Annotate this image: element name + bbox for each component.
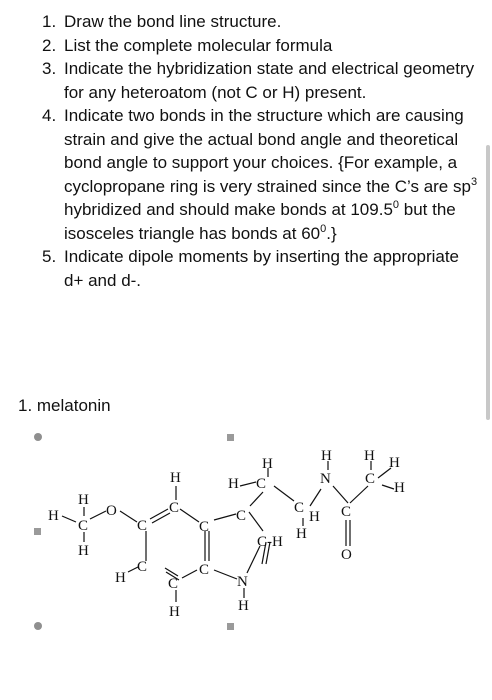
atom-label-c: C	[294, 500, 305, 516]
atom-label-c: C	[199, 562, 210, 578]
atom-label-h: H	[394, 480, 405, 496]
atom-label-h: H	[48, 508, 59, 524]
instruction-list	[0, 10, 480, 292]
atom-label-c: C	[365, 471, 376, 487]
instruction-item-5	[0, 245, 480, 292]
atom-label-h: H	[296, 526, 307, 542]
instruction-text: but the isosceles triangle has bonds at 60	[64, 200, 456, 243]
atom-label-c: C	[169, 500, 180, 516]
atom-label-c: C	[199, 519, 210, 535]
atom-label-h: H	[389, 455, 400, 471]
resize-handle-middle-left[interactable]	[34, 528, 41, 535]
atom-label-n: N	[237, 574, 248, 590]
instruction-item-1	[0, 10, 480, 34]
instruction-text: List the complete molecular formula	[64, 35, 333, 55]
atom-label-h: H	[228, 476, 239, 492]
atom-label-c: C	[236, 508, 247, 524]
atom-label-h: H	[321, 448, 332, 464]
instruction-item-4	[0, 104, 480, 245]
instruction-text: Indicate two bonds in the structure which are causing strain and give the actual bond angle and theoretical bond angle to support your choices. {For example, a cyclopropane ring is very strained since the C’s are sp	[64, 106, 471, 196]
instruction-text: Indicate dipole moments by inserting the appropriate d+ and d-.	[64, 247, 460, 290]
scrollbar[interactable]	[486, 145, 490, 420]
atom-label-h: H	[169, 604, 180, 620]
atom-label-c: C	[137, 518, 148, 534]
instruction-number: 2.	[42, 35, 57, 55]
atom-label-h: H	[78, 492, 89, 508]
instruction-item-3	[0, 57, 480, 104]
resize-handle-top-center[interactable]	[227, 434, 234, 441]
atom-label-o: O	[341, 547, 352, 563]
atom-label-c: C	[341, 504, 352, 520]
resize-handle-bottom-left[interactable]	[34, 622, 42, 630]
instruction-text: .}	[326, 223, 337, 243]
section-title: 1. melatonin	[18, 396, 111, 415]
atom-label-c: C	[168, 576, 179, 592]
atom-label-c: C	[137, 559, 148, 575]
resize-handle-bottom-center[interactable]	[227, 623, 234, 630]
atom-label-h: H	[115, 570, 126, 586]
instruction-number: 5.	[42, 247, 57, 266]
atom-label-o: O	[106, 503, 117, 519]
melatonin-structure-image[interactable]	[0, 430, 492, 645]
instruction-number: 1.	[42, 12, 57, 31]
instruction-text: hybridized and should make bonds at 109.5	[64, 200, 393, 219]
instruction-item-2	[0, 34, 480, 58]
atom-labels	[48, 448, 405, 620]
superscript: 3	[470, 175, 478, 188]
atom-label-h: H	[262, 456, 273, 472]
resize-handle-top-left[interactable]	[34, 433, 42, 441]
instruction-number: 4.	[42, 106, 57, 125]
atom-label-c: C	[256, 476, 267, 492]
instruction-text: Indicate the hybridization state and electrical geometry for any heteroatom (not C or H) present.	[64, 59, 475, 102]
atom-label-h: H	[78, 543, 89, 559]
instruction-text: Draw the bond line structure.	[64, 12, 282, 31]
melatonin-structure-drawing	[0, 430, 492, 645]
atom-label-h: H	[238, 598, 249, 614]
atom-label-h: H	[309, 509, 320, 525]
instruction-number: 3.	[42, 59, 57, 78]
atom-label-h: H	[170, 470, 181, 486]
atom-label-h: H	[364, 448, 375, 464]
atom-label-c: C	[78, 518, 89, 534]
superscript: 0	[392, 199, 400, 211]
superscript: 0	[320, 222, 327, 235]
atom-label-n: N	[320, 471, 331, 487]
atom-label-c-h: C-H	[257, 534, 283, 550]
